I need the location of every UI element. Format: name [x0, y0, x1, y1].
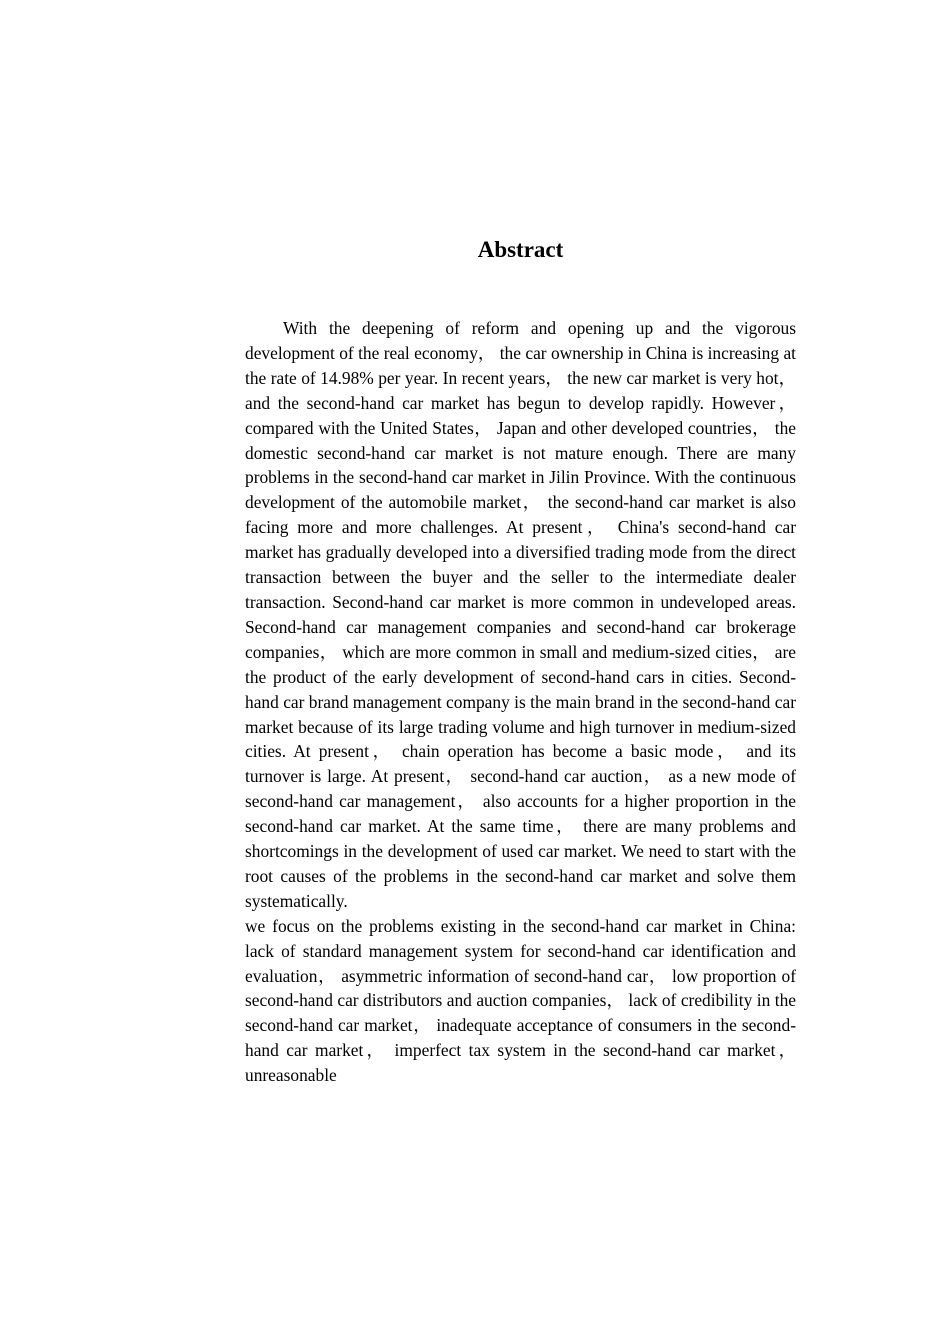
page-title: Abstract — [477, 237, 564, 262]
abstract-body — [245, 316, 796, 1088]
paragraph: With the deepening of reform and opening up and the vigorous development of the real economy， the car ownership in China is increasing at the rate of 14.98% per year. In recent years， the new car market is very hot， and the second-hand car market has begun to develop rapidly. However， compared with the United States， Japan and other developed countries， the domestic second-hand car market is not mature enough. There are many problems in the second-hand car market in Jilin Province. With the continuous development of the automobile market， the second-hand car market is also facing more and more challenges. At present， China's second-hand car market has gradually developed into a diversified trading mode from the direct transaction between the buyer and the seller to the intermediate dealer transaction. Second-hand car market is more common in undeveloped areas. Second-hand car management companies and second-hand car brokerage companies， which are more common in small and medium-sized cities， are the product of the early development of second-hand cars in cities. Second-hand car brand management company is the main brand in the second-hand car market because of its large trading volume and high turnover in medium-sized cities. At present， chain operation has become a basic mode， and its turnover is large. At present， second-hand car auction， as a new mode of second-hand car management， also accounts for a higher proportion in the second-hand car market. At the same time， there are many problems and shortcomings in the development of used car market. We need to start with the root causes of the problems in the second-hand car market and solve them systematically. — [245, 318, 796, 911]
paragraph: we focus on the problems existing in the second-hand car market in China: lack of standard management system for second-hand car identification and evaluation， asymmetric information of second-hand car， low proportion of second-hand car distributors and auction companies， lack of credibility in the second-hand car market， inadequate acceptance of consumers in the second-hand car market， imperfect tax system in the second-hand car market， unreasonable — [245, 915, 796, 1086]
